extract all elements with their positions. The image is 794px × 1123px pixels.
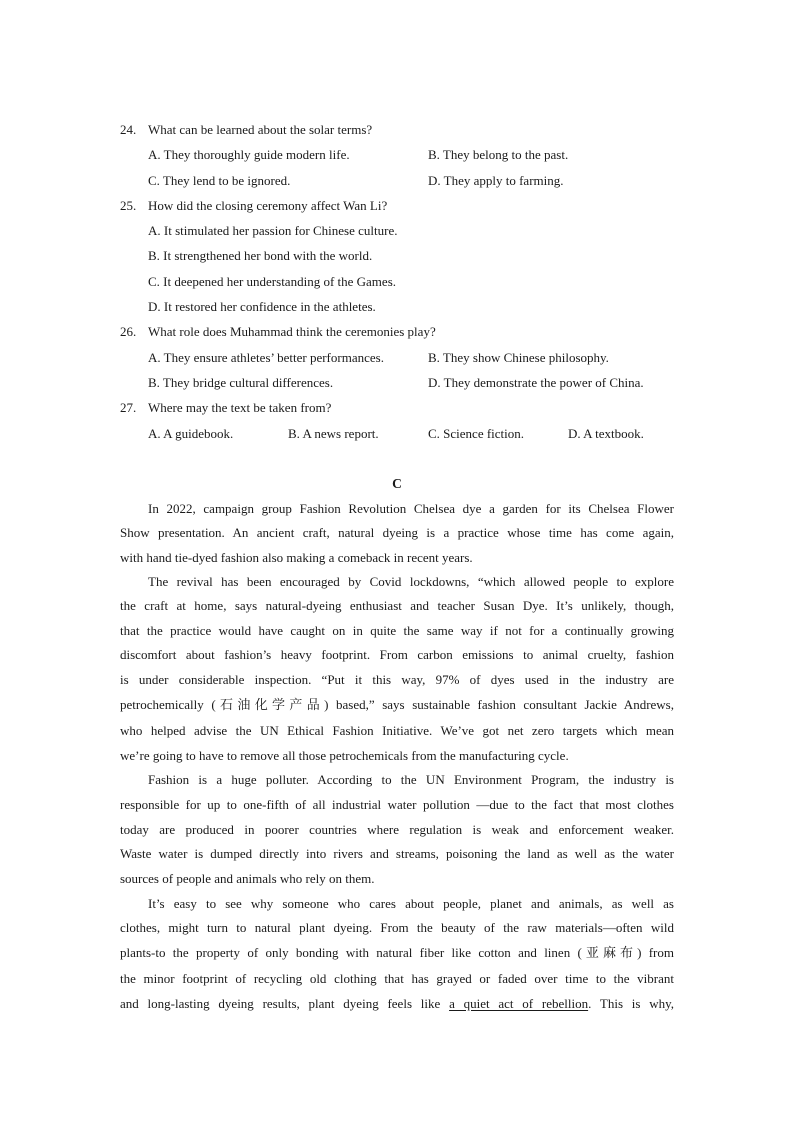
question-number: 25. [120, 198, 137, 213]
passage-text: . This is why, [588, 996, 675, 1011]
question-25 [120, 198, 387, 214]
option-26-b: B. They show Chinese philosophy. [428, 350, 609, 365]
option-27-b: B. A news report. [288, 426, 379, 441]
passage-line: today are produced in poorer countries where regulation is weak and enforcement weaker. [120, 822, 674, 837]
question-number: 24. [120, 122, 137, 137]
passage-line: In 2022, campaign group Fashion Revolution Chelsea dye a garden for its Chelsea Flower [148, 501, 674, 516]
question-stem: What role does Muhammad think the ceremonies play? [148, 324, 436, 339]
option-25-d: D. It restored her confidence in the athletes. [148, 299, 376, 314]
option-25-a: A. It stimulated her passion for Chinese culture. [148, 223, 398, 238]
passage-line: we’re going to have to remove all those petrochemicals from the manufacturing cycle. [120, 748, 569, 763]
passage-line: clothes, might turn to natural plant dyeing. From the beauty of the raw materials—often wild [120, 920, 674, 935]
option-24-d: D. They apply to farming. [428, 173, 564, 188]
option-25-b: B. It strengthened her bond with the world. [148, 248, 373, 263]
passage-line: that the practice would have caught on in quite the same way if not for a continually growing [120, 623, 674, 638]
option-24-c: C. They lend to be ignored. [148, 173, 291, 188]
question-number: 26. [120, 324, 137, 339]
passage-line: responsible for up to one-fifth of all industrial water pollution —due to the fact that most clothes [120, 797, 674, 812]
passage-line: the minor footprint of recycling old clothing that has grayed or faded over time to the vibrant [120, 971, 674, 986]
option-24-a: A. They thoroughly guide modern life. [148, 147, 350, 162]
option-26-c: B. They bridge cultural differences. [148, 375, 334, 390]
passage-line: Fashion is a huge polluter. According to the UN Environment Program, the industry is [148, 772, 674, 787]
section-title: C [392, 476, 402, 491]
passage-text: and long-lasting dyeing results, plant dyeing feels like [120, 996, 441, 1011]
passage-line: petrochemically (石油化学产品) based,” says sustainable fashion consultant Jackie Andrews, [120, 697, 674, 712]
option-27-a: A. A guidebook. [148, 426, 234, 441]
option-25-c: C. It deepened her understanding of the Games. [148, 274, 397, 289]
passage-line: The revival has been encouraged by Covid lockdowns, “which allowed people to explore [148, 574, 674, 589]
passage-line: is under considerable inspection. “Put it this way, 97% of dyes used in the industry are [120, 672, 674, 687]
question-stem: What can be learned about the solar terms? [148, 122, 373, 137]
option-24-b: B. They belong to the past. [428, 147, 569, 162]
passage-line: plants-to the property of only bonding with natural fiber like cotton and linen (亚麻布) from [120, 945, 674, 960]
underlined-phrase: a quiet act of rebellion [449, 996, 589, 1011]
option-27-d: D. A textbook. [568, 426, 644, 441]
option-26-d: D. They demonstrate the power of China. [428, 375, 644, 390]
option-27-c: C. Science fiction. [428, 426, 525, 441]
passage-line: sources of people and animals who rely on them. [120, 871, 375, 886]
passage-line: Show presentation. An ancient craft, natural dyeing is a practice whose time has come again, [120, 525, 674, 540]
passage-line: the craft at home, says natural-dyeing enthusiast and teacher Susan Dye. It’s unlikely, though, [120, 598, 674, 613]
passage-line: who helped advise the UN Ethical Fashion Initiative. We’ve got net zero targets which mean [120, 723, 674, 738]
question-number: 27. [120, 400, 137, 415]
passage-line-last [120, 996, 674, 1012]
question-stem: How did the closing ceremony affect Wan Li? [148, 198, 388, 213]
passage-line: with hand tie-dyed fashion also making a comeback in recent years. [120, 550, 473, 565]
question-stem: Where may the text be taken from? [148, 400, 332, 415]
question-24 [120, 122, 372, 138]
option-26-a: A. They ensure athletes’ better performances. [148, 350, 384, 365]
passage-line: discomfort about fashion’s heavy footprint. From carbon emissions to animal cruelty, fashion [120, 647, 674, 662]
passage-line: Waste water is dumped directly into rivers and streams, poisoning the land as well as the water [120, 846, 674, 861]
passage-line: It’s easy to see why someone who cares about people, planet and animals, as well as [148, 896, 674, 911]
question-26 [120, 324, 436, 340]
question-27 [120, 400, 331, 416]
